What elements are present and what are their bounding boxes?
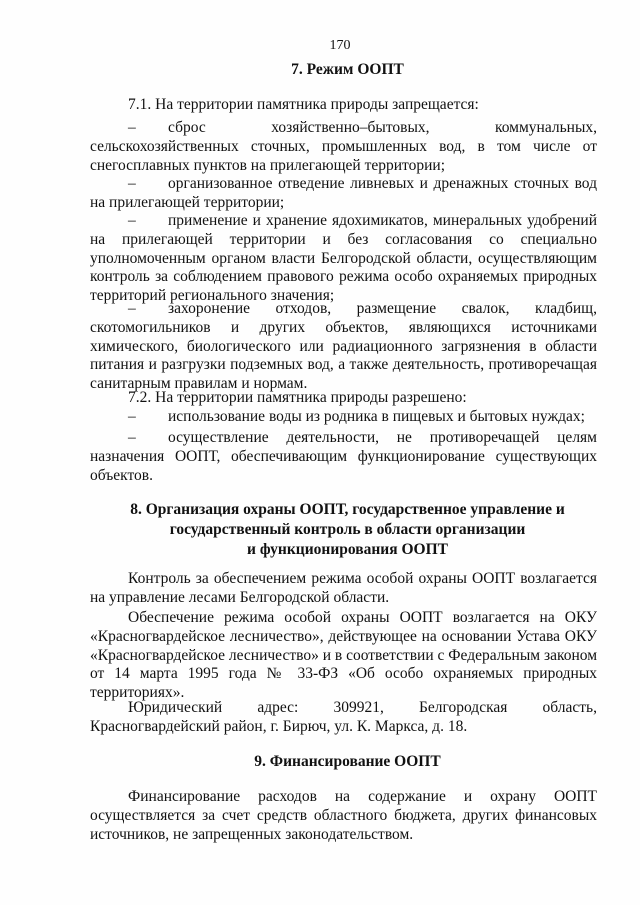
section-7-1-intro: 7.1. На территории памятника природы запрещается: (128, 96, 479, 113)
dash-bullet: – (128, 175, 136, 192)
section-7-2-intro: 7.2. На территории памятника природы разрешено: (128, 389, 467, 406)
section-7-1-item (90, 119, 597, 175)
section-7-1-item (90, 300, 597, 394)
section-8-title (90, 500, 605, 560)
section-7-1-item (90, 175, 597, 213)
section-8-paragraph: Юридический адрес: 309921, Белгородская область, Красногвардейский район, г. Бирюч, ул. К. Маркса, д. 18. (90, 699, 597, 735)
list-item-text: сброс хозяйственно–бытовых, коммунальных, сельскохозяйственных сточных, промышленных вод, в том числе от снегосплавных пунктов на прилегающей территории; (90, 119, 597, 174)
list-item-text: организованное отведение ливневых и дренажных сточных вод на прилегающей территории; (90, 175, 597, 211)
section-8-paragraph: Обеспечение режима особой охраны ООПТ возлагается на ОКУ «Красногвардейское лесничество», действующее на основании Устава ОКУ «Красногвардейское лесничество» и в соответствии с Федеральным законом от 14 марта 1995 года № 33-ФЗ «Об особо охраняемых природных территориях». (90, 609, 597, 702)
section-8-title-line: и функционирования ООПТ (247, 541, 448, 558)
section-8-title-line: государственный контроль в области организации (169, 521, 526, 538)
section-7-2-item (90, 429, 597, 485)
dash-bullet: – (128, 300, 136, 317)
list-item-text: применение и хранение ядохимикатов, минеральных удобрений на прилегающей территории и без согласования со специально уполномоченным органом власти Белгородской области, осуществляющим контроль за соблюдением правового режима особо охраняемых природных территорий регионального значения; (90, 212, 597, 305)
section-7-1-item (90, 212, 597, 306)
list-item-text: использование воды из родника в пищевых и бытовых нуждах; (168, 408, 585, 425)
dash-bullet: – (128, 119, 136, 136)
page-number: 170 (329, 38, 351, 53)
section-8-title-line: 8. Организация охраны ООПТ, государственное управление и (130, 501, 565, 518)
dash-bullet: – (128, 408, 136, 425)
section-8-paragraph: Контроль за обеспечением режима особой охраны ООПТ возлагается на управление лесами Белгородской области. (90, 570, 597, 606)
section-9-paragraph: Финансирование расходов на содержание и охрану ООПТ осуществляется за счет средств областного бюджета, других финансовых источников, не запрещенных законодательством. (90, 788, 597, 843)
section-7-title (90, 60, 605, 80)
section-9-title (90, 752, 605, 772)
section-7-title-text: 7. Режим ООПТ (291, 61, 404, 78)
dash-bullet: – (128, 429, 136, 446)
section-9-title-text: 9. Финансирование ООПТ (254, 753, 441, 770)
section-7-2-item (90, 408, 597, 427)
list-item-text: захоронение отходов, размещение свалок, кладбищ, скотомогильников и других объектов, являющихся источниками химического, биологического или радиационного загрязнения в области питания и разгрузки подземных вод, а также деятельность, противоречащая санитарным правилам и нормам. (90, 300, 597, 393)
list-item-text: осуществление деятельности, не противоречащей целям назначения ООПТ, обеспечивающим функционирование существующих объектов. (90, 429, 597, 484)
dash-bullet: – (128, 212, 136, 229)
